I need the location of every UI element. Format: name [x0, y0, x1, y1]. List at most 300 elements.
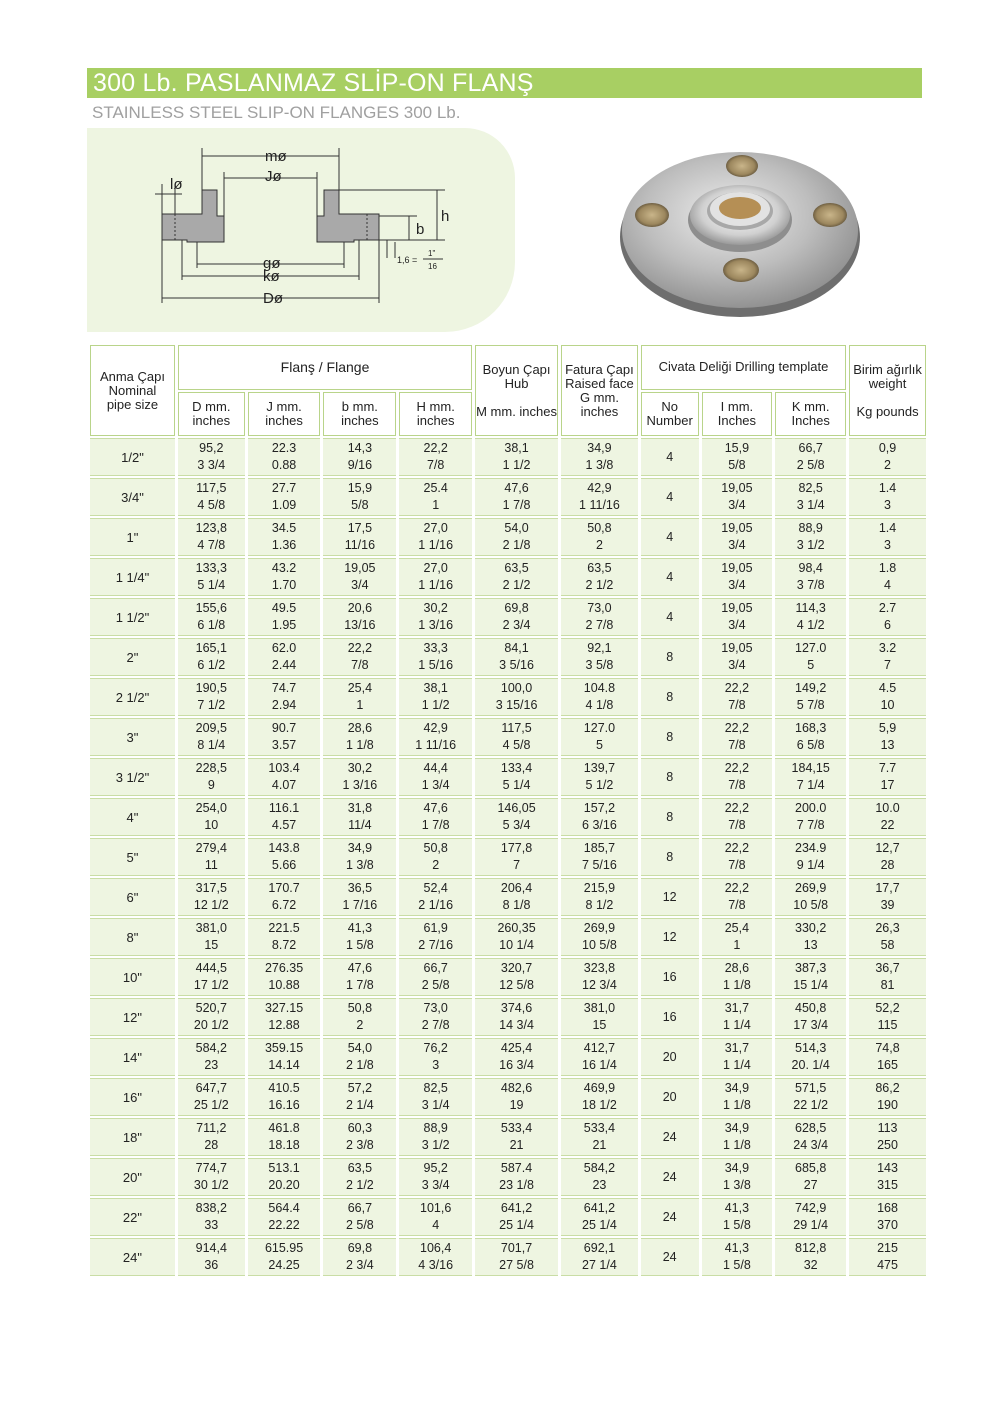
cell-d-inches: 36 [204, 1258, 219, 1272]
cell-j-mm: 62.0 [271, 641, 297, 655]
cell-b-mm: 50,8 [347, 1001, 373, 1015]
cell-d-inches: 3 3/4 [197, 458, 226, 472]
cell-i-inches: 1 1/4 [722, 1058, 751, 1072]
cell-h-mm: 66,7 [423, 961, 448, 975]
cell-g-inches: 1 11/16 [579, 498, 620, 512]
cell-i-mm: 41,3 [724, 1241, 750, 1255]
cell-b-inches: 2 5/8 [345, 1218, 374, 1232]
cell-weight-inches: 315 [877, 1178, 898, 1192]
cell-h-mm: 27,0 [423, 521, 448, 535]
cell-k-inches: 2 5/8 [796, 458, 825, 472]
cell-j-inches: 8.72 [271, 938, 297, 952]
cell-no: 24 [641, 1198, 699, 1236]
cell-j-inches: 1.70 [271, 578, 297, 592]
cell-no: 8 [641, 678, 699, 716]
cell-k-inches: 3 1/4 [796, 498, 825, 512]
label-k: kø [263, 268, 280, 285]
cell-d-mm: 711,2 [196, 1121, 227, 1135]
cell-h-inches: 2 1/16 [418, 898, 454, 912]
cell-size: 14" [90, 1038, 175, 1076]
cell-m [475, 798, 558, 836]
table-row [90, 1238, 926, 1276]
cell-m-inches: 12 5/8 [499, 978, 534, 992]
cell-b-inches: 7/8 [351, 658, 369, 672]
cell-i-inches: 7/8 [728, 818, 746, 832]
cell-b-mm: 57,2 [347, 1081, 373, 1095]
cell-j-mm: 327.15 [264, 1001, 304, 1015]
cell-size: 1 1/2" [90, 598, 175, 636]
cell-j-mm: 461.8 [268, 1121, 300, 1135]
cell-h-inches: 2 7/8 [421, 1018, 450, 1032]
cell-b-inches: 1 [356, 698, 364, 712]
cell-weight-mm: 1.4 [878, 521, 897, 535]
cell-j-inches: 18.18 [268, 1138, 300, 1152]
cell-weight [849, 998, 926, 1036]
cell-i [702, 518, 773, 556]
cell-d-inches: 4 7/8 [197, 538, 226, 552]
cell-g [561, 1118, 638, 1156]
cell-g-mm: 469,9 [583, 1081, 616, 1095]
cell-d [178, 1198, 245, 1236]
cell-g-mm: 584,2 [583, 1161, 616, 1175]
cell-k-inches: 22 1/2 [793, 1098, 829, 1112]
cell-d-inches: 7 1/2 [197, 698, 226, 712]
header-col-k: K mm. Inches [775, 392, 846, 437]
cell-weight-inches: 6 [884, 618, 891, 632]
cell-d [178, 518, 245, 556]
cell-b-inches: 2 [356, 1018, 364, 1032]
cell-weight-mm: 12,7 [875, 841, 900, 855]
cell-h-inches: 4 [432, 1218, 440, 1232]
cell-size: 20" [90, 1158, 175, 1196]
cell-k-mm: 234.9 [795, 841, 827, 855]
cell-j [248, 878, 321, 916]
cell-no: 24 [641, 1238, 699, 1276]
cell-d-inches: 25 1/2 [193, 1098, 229, 1112]
cell-d [178, 758, 245, 796]
cell-g-mm: 50,8 [587, 521, 612, 535]
cell-j-mm: 22.3 [271, 441, 297, 455]
cell-k [775, 1158, 846, 1196]
cell-j-inches: 6.72 [271, 898, 297, 912]
cell-g-mm: 185,7 [583, 841, 616, 855]
cell-k [775, 998, 846, 1036]
left-flange-section [162, 190, 224, 242]
cell-b-inches: 5/8 [351, 498, 369, 512]
cell-no: 8 [641, 758, 699, 796]
cell-i-mm: 25,4 [724, 921, 750, 935]
cell-b-mm: 15,9 [347, 481, 373, 495]
cell-weight-inches: 22 [880, 818, 895, 832]
cell-b [323, 958, 396, 996]
cell-i-inches: 3/4 [728, 538, 746, 552]
cell-i [702, 678, 773, 716]
cell-no: 20 [641, 1038, 699, 1076]
cell-i-mm: 31,7 [724, 1001, 750, 1015]
cell-k [775, 478, 846, 516]
cell-b-inches: 1 1/8 [345, 738, 374, 752]
cell-m-inches: 5 1/4 [502, 778, 531, 792]
cell-weight [849, 478, 926, 516]
cell-h [399, 958, 472, 996]
cell-weight-inches: 28 [880, 858, 895, 872]
cell-g [561, 678, 638, 716]
cell-weight [849, 1118, 926, 1156]
cell-m-inches: 19 [509, 1098, 524, 1112]
cell-i [702, 598, 773, 636]
cell-k-inches: 6 5/8 [796, 738, 825, 752]
cell-i-mm: 34,9 [724, 1081, 750, 1095]
cell-size: 4" [90, 798, 175, 836]
cell-weight-mm: 5,9 [878, 721, 897, 735]
cell-weight-inches: 81 [880, 978, 895, 992]
cell-size: 10" [90, 958, 175, 996]
cell-g-mm: 641,2 [583, 1201, 616, 1215]
cell-j [248, 1038, 321, 1076]
cell-j-mm: 27.7 [271, 481, 297, 495]
cell-j-mm: 34.5 [271, 521, 297, 535]
right-flange-section [317, 190, 379, 242]
cell-weight [849, 558, 926, 596]
cell-weight-mm: 0,9 [878, 441, 897, 455]
cell-j [248, 998, 321, 1036]
flange-spec-table [87, 343, 929, 1278]
cell-g [561, 798, 638, 836]
cell-g [561, 598, 638, 636]
cell-weight-mm: 74,8 [875, 1041, 900, 1055]
cell-b [323, 798, 396, 836]
cell-b-mm: 20,6 [347, 601, 373, 615]
cell-g-mm: 215,9 [583, 881, 616, 895]
label-d: Dø [263, 290, 283, 307]
cell-h-mm: 82,5 [423, 1081, 448, 1095]
cell-d [178, 678, 245, 716]
cell-no: 24 [641, 1158, 699, 1196]
cell-h [399, 1158, 472, 1196]
cell-b-inches: 1 3/8 [345, 858, 374, 872]
cell-m [475, 558, 558, 596]
cell-k-mm: 200.0 [795, 801, 827, 815]
cell-weight-inches: 7 [884, 658, 891, 672]
cell-weight-mm: 1.8 [878, 561, 897, 575]
cell-d-mm: 317,5 [195, 881, 227, 895]
cell-b-inches: 2 1/8 [345, 1058, 374, 1072]
cell-k [775, 518, 846, 556]
cell-i-mm: 19,05 [721, 521, 753, 535]
cell-d-inches: 6 1/2 [197, 658, 226, 672]
header-drilling: Civata Deliği Drilling template [641, 345, 846, 390]
cell-b [323, 478, 396, 516]
cell-d-mm: 774,7 [195, 1161, 227, 1175]
cell-i-inches: 7/8 [728, 778, 746, 792]
cell-m-mm: 374,6 [500, 1001, 533, 1015]
cell-i [702, 438, 773, 476]
cell-h-mm: 106,4 [420, 1241, 452, 1255]
cell-h-inches: 1 3/16 [418, 618, 454, 632]
cell-j-inches: 2.94 [271, 698, 297, 712]
cell-h-mm: 42,9 [423, 721, 448, 735]
cell-size: 3/4" [90, 478, 175, 516]
cell-b [323, 918, 396, 956]
label-b: b [416, 221, 425, 238]
cell-k [775, 1118, 846, 1156]
cell-k [775, 558, 846, 596]
cell-k-inches: 17 3/4 [793, 1018, 829, 1032]
cell-d-inches: 9 [207, 778, 215, 792]
cell-i [702, 1158, 773, 1196]
label-fraction-den: 16 [428, 262, 437, 271]
cell-h-inches: 7/8 [426, 458, 445, 472]
cell-d-mm: 123,8 [195, 521, 227, 535]
cell-weight-mm: 86,2 [875, 1081, 900, 1095]
cell-m-mm: 587.4 [500, 1161, 533, 1175]
flange-diagram [87, 128, 515, 332]
table-row [90, 958, 926, 996]
cell-b-inches: 1 7/8 [345, 978, 374, 992]
header-col-m: M mm. inches [476, 403, 557, 419]
cell-b [323, 1118, 396, 1156]
cell-m-inches: 16 3/4 [499, 1058, 534, 1072]
cell-g-mm: 533,4 [583, 1121, 616, 1135]
cell-h-mm: 33,3 [423, 641, 448, 655]
cell-g [561, 998, 638, 1036]
cell-m-mm: 47,6 [504, 481, 529, 495]
cell-d [178, 838, 245, 876]
cell-d-inches: 20 1/2 [193, 1018, 229, 1032]
cell-m [475, 1158, 558, 1196]
label-fraction-num: 1" [428, 249, 436, 258]
cell-b [323, 1158, 396, 1196]
cell-j-mm: 43.2 [271, 561, 297, 575]
cell-j-inches: 2.44 [271, 658, 297, 672]
cell-j-inches: 1.36 [271, 538, 297, 552]
page-title: 300 Lb. PASLANMAZ SLİP-ON FLANŞ [93, 69, 534, 97]
table-row [90, 1158, 926, 1196]
cell-weight [849, 598, 926, 636]
cell-b-mm: 31,8 [347, 801, 373, 815]
cell-j-inches: 14.14 [268, 1058, 300, 1072]
cell-d-mm: 381,0 [195, 921, 227, 935]
cell-m-mm: 701,7 [500, 1241, 533, 1255]
cell-b [323, 638, 396, 676]
cell-j [248, 758, 321, 796]
cell-j [248, 1078, 321, 1116]
cell-no: 8 [641, 798, 699, 836]
cell-j [248, 958, 321, 996]
cell-j-mm: 410.5 [268, 1081, 300, 1095]
cell-b-mm: 69,8 [347, 1241, 373, 1255]
header-weight [849, 345, 926, 436]
cell-k [775, 918, 846, 956]
cell-b [323, 1238, 396, 1276]
cell-weight [849, 518, 926, 556]
cell-g [561, 758, 638, 796]
cell-d [178, 918, 245, 956]
cell-weight [849, 638, 926, 676]
cell-b-inches: 3/4 [351, 578, 369, 592]
cell-weight-mm: 10.0 [875, 801, 900, 815]
cell-weight [849, 958, 926, 996]
cell-d-mm: 584,2 [195, 1041, 227, 1055]
cell-i-inches: 7/8 [728, 858, 746, 872]
cell-j-mm: 276.35 [264, 961, 304, 975]
cell-d-mm: 155,6 [195, 601, 227, 615]
cell-size: 24" [90, 1238, 175, 1276]
header-hub-label: Boyun Çapı Hub [482, 361, 551, 391]
cell-d-mm: 209,5 [195, 721, 227, 735]
cell-b [323, 758, 396, 796]
table-row [90, 638, 926, 676]
cell-i-inches: 1 1/4 [722, 1018, 751, 1032]
cell-i-inches: 3/4 [728, 618, 746, 632]
cell-i-mm: 22,2 [724, 761, 750, 775]
cell-k-inches: 7 7/8 [796, 818, 825, 832]
cell-g-inches: 5 1/2 [585, 778, 614, 792]
cell-i-inches: 7/8 [728, 698, 746, 712]
cell-d-inches: 4 5/8 [197, 498, 226, 512]
flange-photo [612, 145, 868, 320]
cell-m [475, 598, 558, 636]
table-row [90, 758, 926, 796]
cell-h-inches: 1 11/16 [415, 738, 457, 752]
cell-k-mm: 685,8 [795, 1161, 827, 1175]
cell-d [178, 958, 245, 996]
cell-g-mm: 34,9 [587, 441, 612, 455]
cell-g-inches: 21 [592, 1138, 607, 1152]
cell-b [323, 1078, 396, 1116]
cell-k-mm: 82,5 [798, 481, 823, 495]
cell-k-mm: 127.0 [795, 641, 827, 655]
cell-h-inches: 3 1/4 [421, 1098, 450, 1112]
cell-b [323, 1198, 396, 1236]
cell-m [475, 918, 558, 956]
cell-d-mm: 914,4 [195, 1241, 227, 1255]
cell-no: 12 [641, 918, 699, 956]
cell-i-mm: 19,05 [721, 561, 753, 575]
cell-weight-inches: 10 [880, 698, 895, 712]
cell-b-mm: 28,6 [347, 721, 373, 735]
cell-weight [849, 758, 926, 796]
cell-g-inches: 25 1/4 [582, 1218, 617, 1232]
cell-k-mm: 184,15 [791, 761, 830, 775]
cell-weight-inches: 58 [880, 938, 895, 952]
cell-weight-inches: 190 [877, 1098, 898, 1112]
cell-b [323, 678, 396, 716]
cell-b-inches: 2 3/4 [345, 1258, 374, 1272]
cell-k [775, 838, 846, 876]
cell-g-inches: 18 1/2 [582, 1098, 617, 1112]
cell-m-mm: 117,5 [501, 721, 532, 735]
cell-b-inches: 1 5/8 [345, 938, 374, 952]
cell-h-inches: 3 3/4 [421, 1178, 450, 1192]
cell-weight-mm: 52,2 [875, 1001, 900, 1015]
cell-m-mm: 54,0 [504, 521, 529, 535]
cell-no: 20 [641, 1078, 699, 1116]
cell-j-mm: 103.4 [268, 761, 300, 775]
cell-j [248, 518, 321, 556]
cell-k [775, 438, 846, 476]
cell-m-mm: 260,35 [497, 921, 536, 935]
cell-m-mm: 38,1 [504, 441, 529, 455]
cell-h [399, 998, 472, 1036]
cell-i [702, 718, 773, 756]
cell-weight-mm: 4.5 [878, 681, 897, 695]
cell-i [702, 1038, 773, 1076]
cell-weight-mm: 26,3 [875, 921, 900, 935]
cell-b [323, 438, 396, 476]
cell-k [775, 1238, 846, 1276]
cell-weight-inches: 4 [884, 578, 891, 592]
cell-i [702, 1198, 773, 1236]
cell-d-inches: 5 1/4 [197, 578, 226, 592]
cell-j-inches: 24.25 [268, 1258, 300, 1272]
cell-size: 1" [90, 518, 175, 556]
header-weight-label: Birim ağırlık weight [853, 361, 922, 391]
cell-k-mm: 168,3 [795, 721, 827, 735]
cell-b [323, 558, 396, 596]
cell-b [323, 518, 396, 556]
cell-g-mm: 139,7 [583, 761, 616, 775]
cell-h-mm: 27,0 [423, 561, 448, 575]
cell-d [178, 598, 245, 636]
cell-g-inches: 3 5/8 [585, 658, 614, 672]
table-row [90, 1118, 926, 1156]
cell-size: 8" [90, 918, 175, 956]
cell-h-inches: 3 [432, 1058, 440, 1072]
cell-h-mm: 44,4 [423, 761, 448, 775]
cell-m-mm: 146,05 [497, 801, 536, 815]
cell-i-mm: 22,2 [724, 841, 750, 855]
cell-weight [849, 438, 926, 476]
cell-weight [849, 1238, 926, 1276]
cell-m-inches: 25 1/4 [499, 1218, 534, 1232]
cell-m-inches: 23 1/8 [499, 1178, 534, 1192]
page-subtitle: STAINLESS STEEL SLIP-ON FLANGES 300 Lb. [92, 103, 461, 122]
cell-g [561, 1198, 638, 1236]
cell-b-mm: 25,4 [347, 681, 373, 695]
cell-b-mm: 47,6 [347, 961, 373, 975]
cell-g [561, 718, 638, 756]
cell-g-inches: 10 5/8 [582, 938, 617, 952]
cell-d [178, 1238, 245, 1276]
label-j: Jø [265, 168, 282, 185]
cell-g-mm: 73,0 [587, 601, 612, 615]
cell-weight [849, 1158, 926, 1196]
cell-g-inches: 27 1/4 [582, 1258, 617, 1272]
cell-m [475, 1118, 558, 1156]
cell-no: 16 [641, 998, 699, 1036]
cell-k-inches: 7 1/4 [796, 778, 825, 792]
cell-weight [849, 878, 926, 916]
cell-h-inches: 1 1/2 [421, 698, 450, 712]
cell-m-mm: 320,7 [500, 961, 533, 975]
table-row [90, 1078, 926, 1116]
cell-m [475, 638, 558, 676]
cell-d-mm: 444,5 [195, 961, 227, 975]
cell-i [702, 958, 773, 996]
cell-h [399, 718, 472, 756]
cell-h [399, 438, 472, 476]
cell-h [399, 798, 472, 836]
table-row [90, 878, 926, 916]
cell-k [775, 638, 846, 676]
cell-g-mm: 42,9 [587, 481, 612, 495]
cell-k-inches: 27 [803, 1178, 818, 1192]
cell-b-inches: 11/16 [344, 538, 376, 552]
cell-k [775, 718, 846, 756]
cell-size: 5" [90, 838, 175, 876]
cell-k-inches: 3 7/8 [796, 578, 825, 592]
